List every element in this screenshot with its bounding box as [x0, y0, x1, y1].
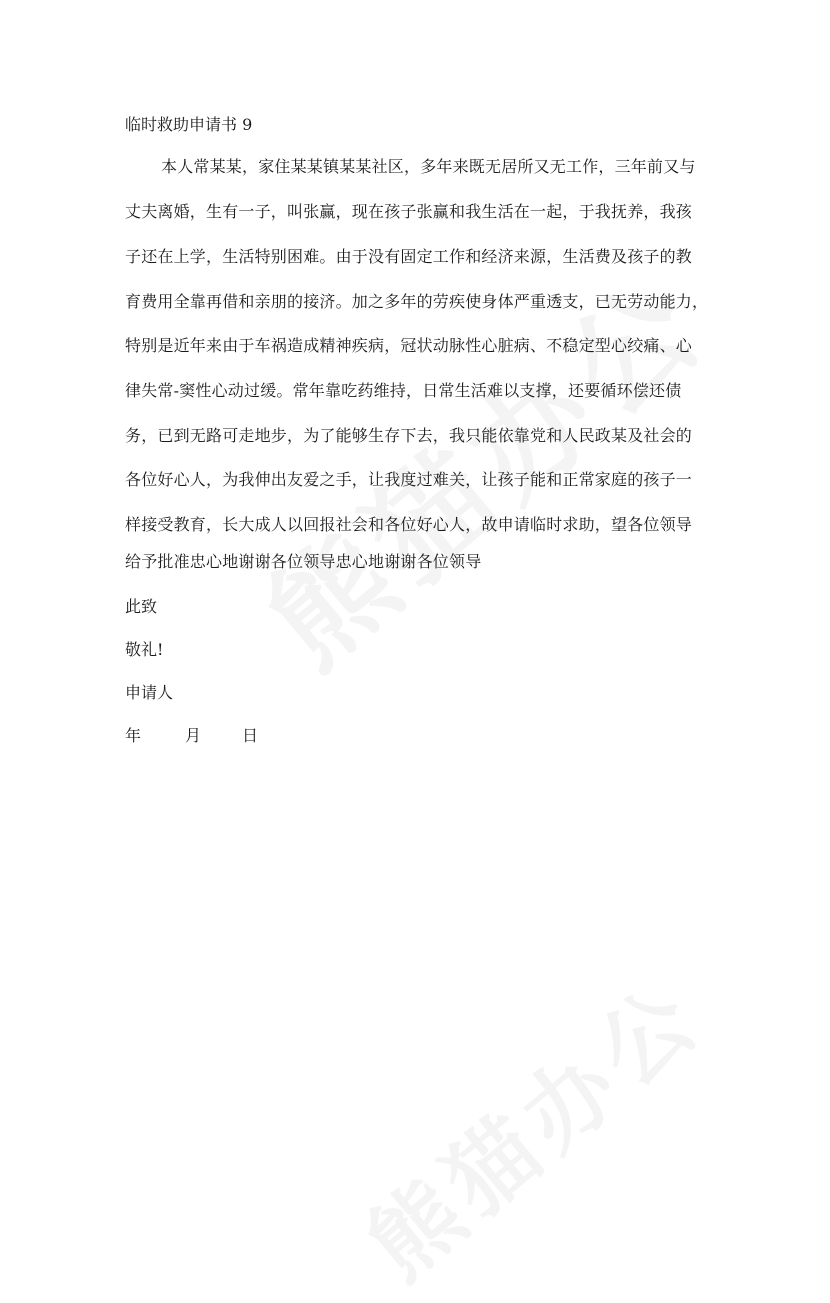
body-line: 本人常某某，家住某某镇某某社区，多年来既无居所又无工作，三年前又与 [161, 157, 696, 176]
body-line: 育费用全靠再借和亲朋的接济。加之多年的劳疾使身体严重透支，已无劳动能力， [125, 292, 709, 311]
closing-regards: 敬礼! [125, 640, 164, 659]
date-day-label: 日 [242, 726, 259, 745]
date-row [125, 723, 258, 746]
date-month-label: 月 [185, 726, 202, 745]
body-line: 务，已到无路可走地步，为了能够生存下去，我只能依靠党和人民政某及社会的 [125, 426, 693, 445]
body-line: 各位好心人，为我伸出友爱之手，让我度过难关，让孩子能和正常家庭的孩子一 [125, 470, 693, 489]
body-line: 特别是近年来由于车祸造成精神疾病，冠状动脉性心脏病、不稳定型心绞痛、心 [125, 336, 693, 355]
body-line: 样接受教育，长大成人以回报社会和各位好心人，故申请临时求助，望各位领导 [125, 515, 693, 534]
applicant-label: 申请人 [125, 683, 174, 702]
watermark [335, 947, 725, 1303]
document-title: 临时救助申请书 9 [125, 115, 253, 134]
body-line: 律失常-窦性心动过缓。常年靠吃药维持，日常生活难以支撑，还要循环偿还债 [125, 381, 682, 400]
date-year-label: 年 [125, 726, 142, 745]
body-line: 丈夫离婚，生有一子，叫张赢，现在孩子张赢和我生活在一起，于我抚养，我孩 [125, 202, 693, 221]
body-line: 子还在上学，生活特别困难。由于没有固定工作和经济来源，生活费及孩子的教 [125, 247, 693, 266]
body-line: 给予批准忠心地谢谢各位领导忠心地谢谢各位领导 [125, 552, 482, 571]
closing-salutation: 此致 [125, 597, 158, 616]
